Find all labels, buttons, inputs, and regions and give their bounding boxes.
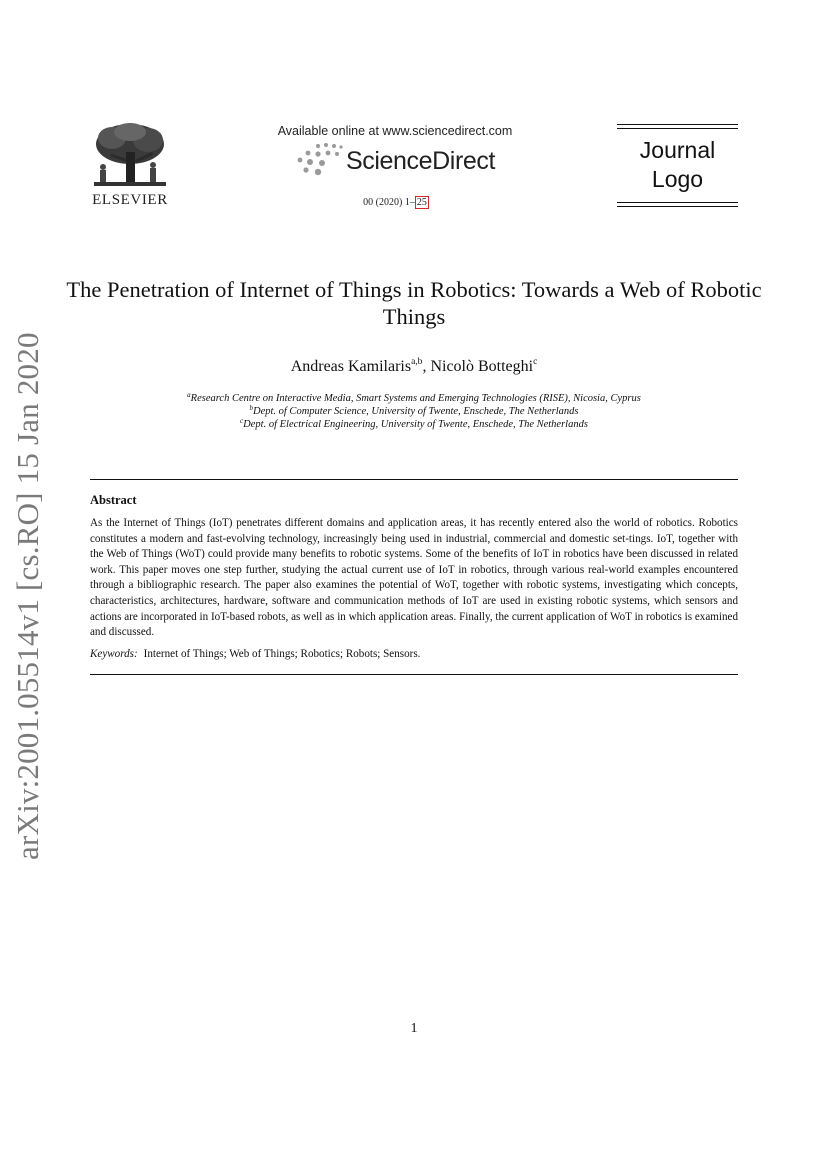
affiliation-text: Dept. of Electrical Engineering, University of Twente, Enschede, The Netherlands bbox=[243, 419, 588, 430]
affiliation-mark: c bbox=[240, 417, 244, 425]
paper-title: The Penetration of Internet of Things in Robotics: Towards a Web of Robotic Things bbox=[66, 277, 762, 329]
author-affiliation-mark: c bbox=[533, 357, 538, 367]
publisher-name: ELSEVIER bbox=[92, 192, 168, 208]
citation-last-page-link[interactable]: 25 bbox=[416, 197, 427, 208]
abstract-text: As the Internet of Things (IoT) penetrates different domains and application areas, it has recently entered also the world of robotics. Robotics constitutes a modern and fast-evolving technology, increasingly being used in industrial, commercial and domestic set-tings. IoT, together with the Web of Things (WoT) could provide many benefits to robotic systems. Some of the benefits of IoT in robotics have been discussed in related work. This paper moves one step further, studying the actual current use of IoT in robotics, through various real-world examples encountered through a bibliographic research. The paper also examines the potential of WoT, together with robotic systems, investigating which concepts, characteristics, architectures, hardware, software and communication methods of IoT are used in existing robotic systems, which sensors and actions are incorporated in IoT-based robots, as well as in which application areas. Finally, the current application of WoT in robotics is examined and discussed. bbox=[90, 517, 738, 639]
page-number: 1 bbox=[410, 1021, 418, 1036]
sciencedirect-wordmark: ScienceDirect bbox=[346, 147, 496, 175]
journal-logo-rule bbox=[617, 206, 738, 207]
journal-citation bbox=[300, 197, 492, 208]
journal-logo-rule bbox=[617, 124, 738, 125]
affiliation bbox=[60, 417, 768, 430]
journal-logo-rule bbox=[617, 128, 738, 129]
affiliation-mark: b bbox=[249, 404, 253, 412]
keywords bbox=[90, 648, 738, 660]
journal-logo-line1: Journal bbox=[639, 137, 716, 163]
journal-logo-line2: Logo bbox=[651, 166, 704, 192]
abstract-top-rule bbox=[90, 479, 738, 480]
affiliation-text: Dept. of Computer Science, University of Twente, Enschede, The Netherlands bbox=[252, 406, 579, 417]
citation-prefix: 00 (2020) 1– bbox=[363, 197, 415, 208]
affiliation bbox=[60, 404, 768, 417]
keywords-text: Internet of Things; Web of Things; Robotics; Robots; Sensors. bbox=[143, 648, 421, 660]
author-list: Andreas Kamilaris$^{a,b}$, Nicolò Botteghi$^c$ bbox=[290, 357, 538, 375]
sciencedirect-dots-icon bbox=[296, 142, 344, 176]
elsevier-tree-logo bbox=[88, 122, 172, 192]
abstract-bottom-rule bbox=[90, 674, 738, 675]
affiliation-text: Research Centre on Interactive Media, Smart Systems and Emerging Technologies (RISE), Nicosia, Cyprus bbox=[190, 393, 641, 404]
author-name: Andreas Kamilaris bbox=[290, 358, 412, 375]
arxiv-identifier-stamp: arXiv:2001.05514v1 [cs.RO] 15 Jan 2020 bbox=[10, 332, 45, 860]
keywords-label: Keywords: bbox=[90, 648, 138, 660]
author-name: Nicolò Botteghi bbox=[430, 358, 534, 375]
author-affiliation-mark: a,b bbox=[411, 357, 423, 367]
affiliation bbox=[60, 391, 768, 404]
journal-logo bbox=[617, 136, 738, 194]
affiliation-mark: a bbox=[187, 391, 191, 399]
abstract-heading: Abstract bbox=[90, 493, 137, 507]
available-online-text: Available online at www.sciencedirect.com bbox=[277, 124, 513, 138]
journal-logo-rule bbox=[617, 202, 738, 203]
